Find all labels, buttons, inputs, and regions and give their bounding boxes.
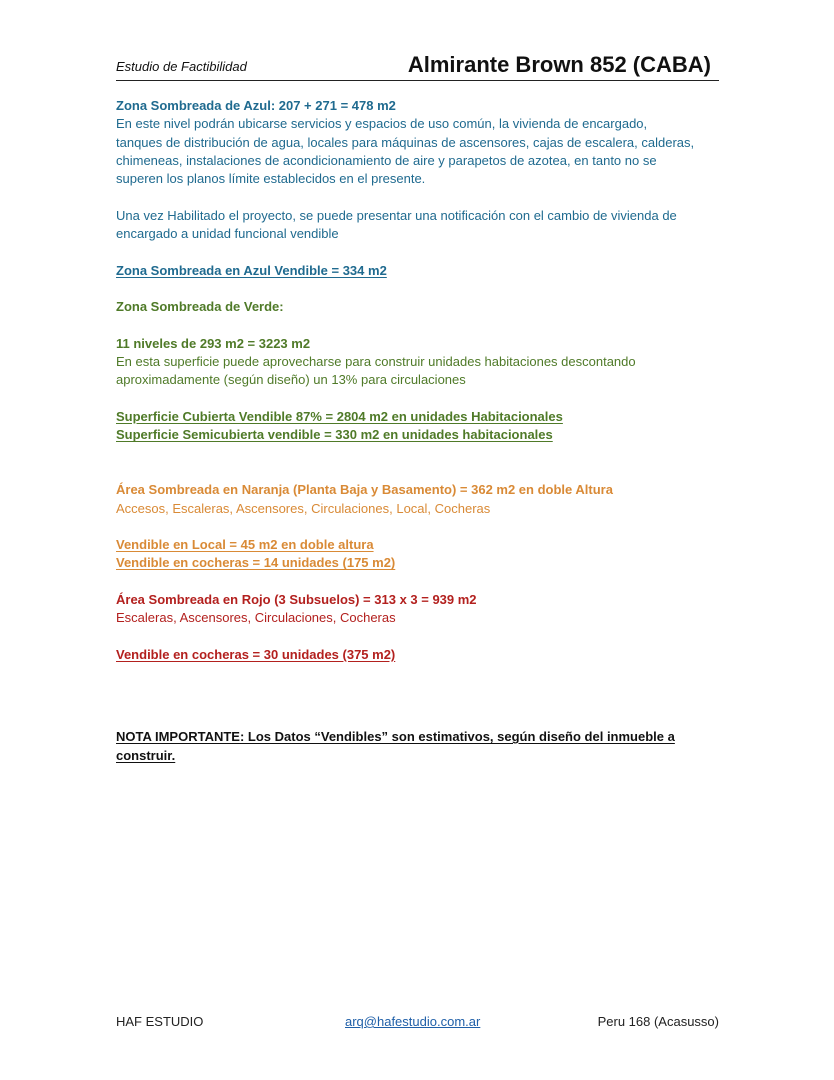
red-description: Escaleras, Ascensores, Circulaciones, Cocheras (116, 610, 396, 626)
green-levels: 11 niveles de 293 m2 = 3223 m2 (116, 335, 311, 351)
green-paragraph-line: En esta superficie puede aprovecharse para construir unidades habitaciones descontando (116, 354, 636, 370)
footer-company: HAF ESTUDIO (116, 1014, 204, 1029)
red-zone-title: Área Sombreada en Rojo (3 Subsuelos) = 313 x 3 = 939 m2 (116, 592, 477, 608)
blue-note-line: encargado a unidad funcional vendible (116, 226, 339, 242)
header-subtitle: Estudio de Factibilidad (116, 59, 247, 74)
blue-zone-title: Zona Sombreada de Azul: 207 + 271 = 478 m2 (116, 98, 396, 113)
header-title: Almirante Brown 852 (CABA) (407, 52, 711, 77)
green-paragraph-line: aproximadamente (según diseño) un 13% para circulaciones (116, 372, 466, 388)
important-note-line: construir. (116, 747, 176, 763)
footer-address: Peru 168 (Acasusso) (597, 1014, 719, 1029)
blue-paragraph-line: superen los planos límite establecidos en el presente. (116, 171, 426, 187)
green-semicovered-sellable: Superficie Semicubierta vendible = 330 m2 en unidades habitacionales (116, 427, 553, 443)
footer-email-link[interactable]: arq@hafestudio.com.ar (345, 1014, 481, 1029)
orange-local-sellable: Vendible en Local = 45 m2 en doble altura (116, 537, 374, 553)
page-footer (116, 1014, 719, 1032)
blue-paragraph-line: chimeneas, instalaciones de acondicionamiento de aire y parapetos de azotea, en tanto no se (116, 152, 657, 168)
blue-sellable-total: Zona Sombreada en Azul Vendible = 334 m2 (116, 262, 387, 278)
red-garages-sellable: Vendible en cocheras = 30 unidades (375 m2) (116, 646, 396, 662)
blue-paragraph-line: tanques de distribución de agua, locales para máquinas de ascensores, cajas de escalera, calderas, (116, 134, 695, 150)
page-header (116, 48, 719, 81)
blue-note-line: Una vez Habilitado el proyecto, se puede presentar una notificación con el cambio de vivienda de (116, 207, 677, 223)
important-note-line: NOTA IMPORTANTE: Los Datos “Vendibles” son estimativos, según diseño del inmueble a (116, 729, 675, 745)
document-body (116, 97, 726, 765)
green-zone-title: Zona Sombreada de Verde: (116, 299, 284, 315)
orange-zone-title: Área Sombreada en Naranja (Planta Baja y Basamento) = 362 m2 en doble Altura (116, 482, 613, 498)
blue-paragraph-line: En este nivel podrán ubicarse servicios y espacios de uso común, la vivienda de encargado, (116, 116, 648, 132)
orange-garages-sellable: Vendible en cocheras = 14 unidades (175 m2) (116, 555, 396, 571)
orange-description: Accesos, Escaleras, Ascensores, Circulaciones, Local, Cocheras (116, 500, 491, 516)
green-covered-sellable: Superficie Cubierta Vendible 87% = 2804 m2 en unidades Habitacionales (116, 409, 563, 425)
